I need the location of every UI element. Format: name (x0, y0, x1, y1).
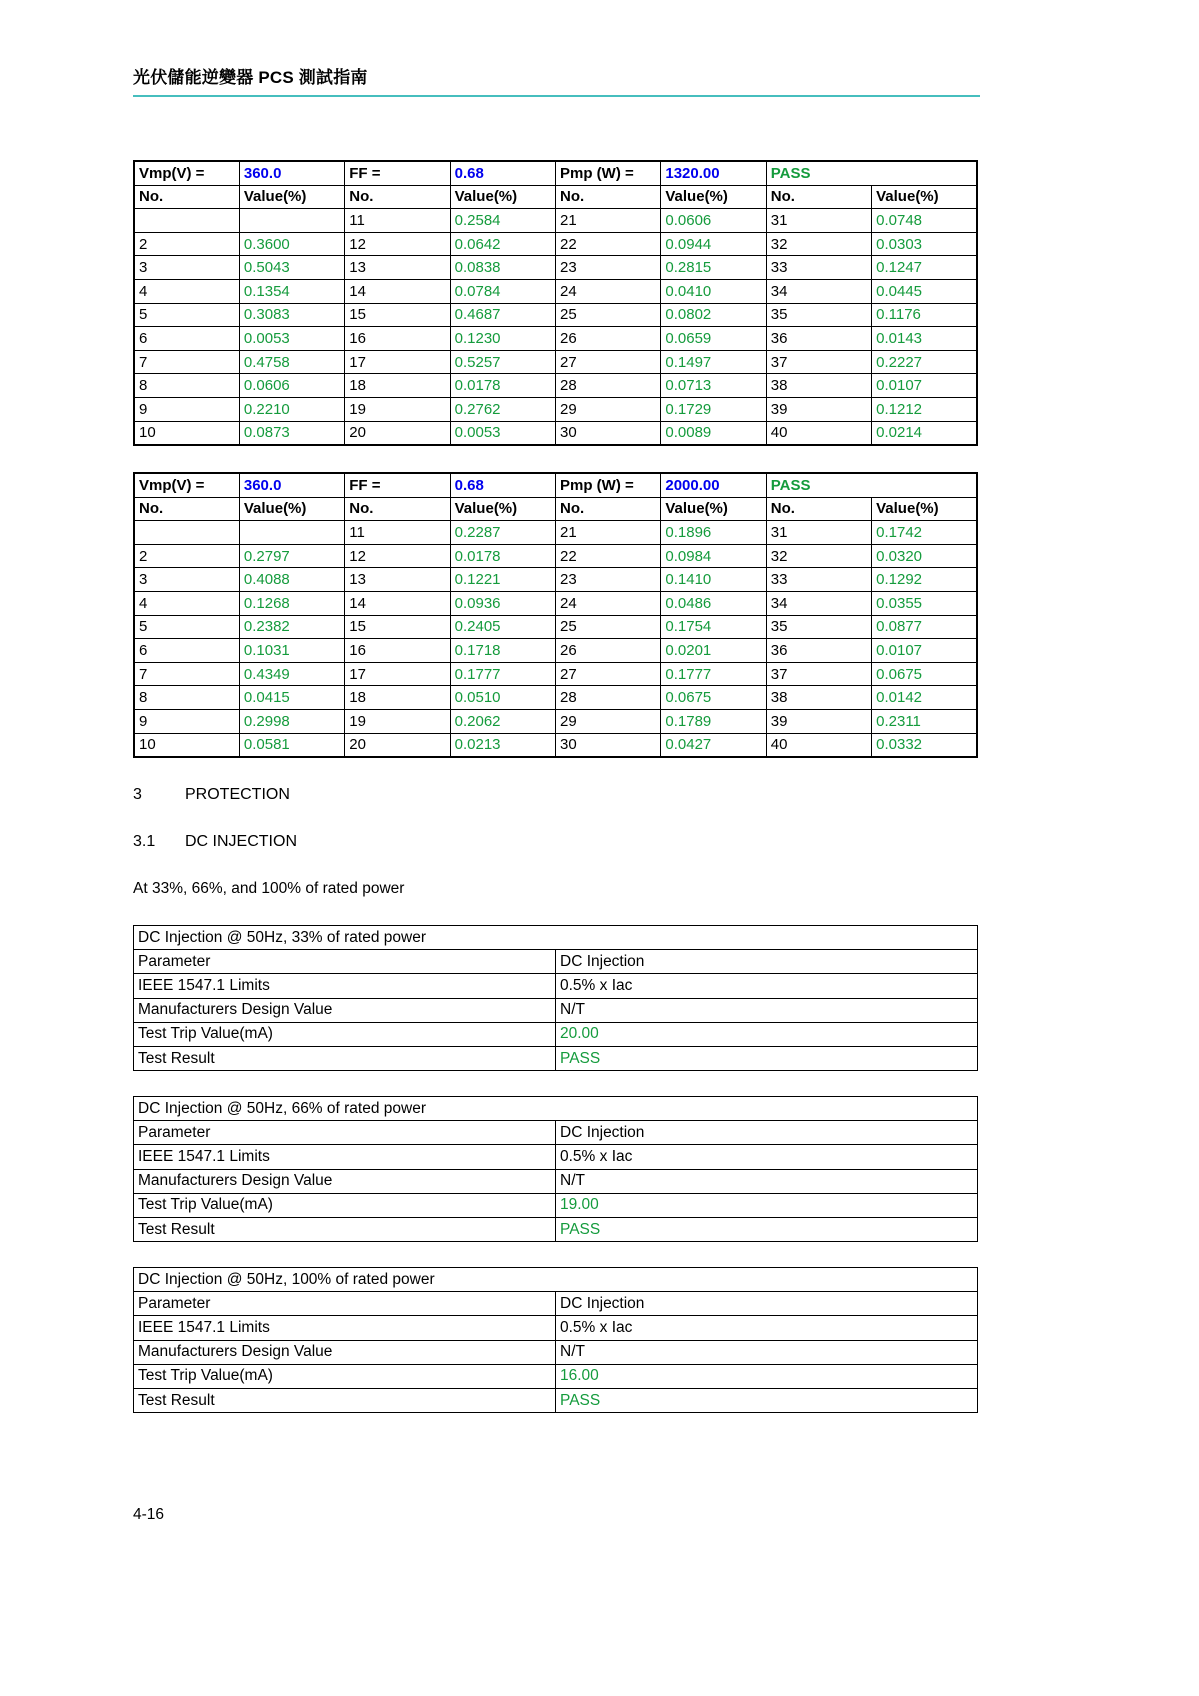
table-row (134, 733, 977, 757)
table-row (134, 1316, 978, 1340)
value-cell: 0.4349 (239, 662, 344, 686)
parameter-value: DC Injection (556, 1121, 978, 1145)
no-cell: 39 (766, 709, 871, 733)
parameter-value: PASS (556, 1046, 978, 1070)
column-header: No. (134, 185, 239, 209)
table-row (134, 662, 977, 686)
dc-title-row (134, 1268, 978, 1292)
no-cell: 13 (345, 568, 450, 592)
column-header: Value(%) (661, 185, 766, 209)
value-cell: 0.1777 (450, 662, 555, 686)
no-cell: 6 (134, 327, 239, 351)
value-cell: 0.0659 (661, 327, 766, 351)
table-row (134, 421, 977, 445)
no-cell: 14 (345, 591, 450, 615)
no-cell: 2 (134, 232, 239, 256)
parameter-label: IEEE 1547.1 Limits (134, 1145, 556, 1169)
value-cell: 0.0944 (661, 232, 766, 256)
value-cell: 0.2210 (239, 397, 344, 421)
table-row (134, 1292, 978, 1316)
table-row (134, 1364, 978, 1388)
value-cell (239, 521, 344, 545)
value-cell: 0.3600 (239, 232, 344, 256)
no-cell: 25 (556, 615, 661, 639)
value-cell: 0.1410 (661, 568, 766, 592)
table-row (134, 279, 977, 303)
column-header: No. (766, 497, 871, 521)
table-row (134, 544, 977, 568)
value-cell: 0.0877 (872, 615, 977, 639)
column-header: No. (134, 497, 239, 521)
no-cell: 38 (766, 374, 871, 398)
value-cell: 0.0984 (661, 544, 766, 568)
no-cell: 11 (345, 209, 450, 233)
column-header-row (134, 497, 977, 521)
value-cell: 0.1718 (450, 639, 555, 663)
value-cell: 0.1896 (661, 521, 766, 545)
parameter-value: N/T (556, 998, 978, 1022)
no-cell: 30 (556, 733, 661, 757)
meta-value: 360.0 (239, 161, 344, 185)
column-header: Value(%) (872, 185, 977, 209)
no-cell: 4 (134, 591, 239, 615)
value-cell: 0.2311 (872, 709, 977, 733)
no-cell: 14 (345, 279, 450, 303)
column-header: Value(%) (661, 497, 766, 521)
value-cell: 0.1789 (661, 709, 766, 733)
value-cell: 0.1354 (239, 279, 344, 303)
value-cell: 0.0178 (450, 544, 555, 568)
parameter-label: Parameter (134, 1121, 556, 1145)
no-cell: 29 (556, 397, 661, 421)
no-cell: 7 (134, 662, 239, 686)
no-cell: 12 (345, 232, 450, 256)
subsection-title-dc-injection: DC INJECTION (185, 833, 297, 850)
value-cell: 0.0053 (239, 327, 344, 351)
value-cell (239, 209, 344, 233)
column-header: No. (556, 497, 661, 521)
value-cell: 0.0107 (872, 374, 977, 398)
no-cell: 38 (766, 686, 871, 710)
page-number: 4-16 (133, 1506, 165, 1523)
table-row (134, 615, 977, 639)
parameter-label: Manufacturers Design Value (134, 1169, 556, 1193)
dc-injection-table-33pct (133, 925, 978, 1071)
meta-label: Vmp(V) = (134, 161, 239, 185)
parameter-value: DC Injection (556, 1292, 978, 1316)
no-cell: 36 (766, 327, 871, 351)
no-cell: 34 (766, 591, 871, 615)
no-cell: 16 (345, 327, 450, 351)
value-cell: 0.2227 (872, 350, 977, 374)
value-cell: 0.2998 (239, 709, 344, 733)
table-row (134, 1145, 978, 1169)
value-cell: 0.1292 (872, 568, 977, 592)
value-cell: 0.0178 (450, 374, 555, 398)
value-cell: 0.2405 (450, 615, 555, 639)
parameter-value: 20.00 (556, 1022, 978, 1046)
header-rule (133, 95, 980, 97)
table-row (134, 1169, 978, 1193)
dc-injection-table-66pct (133, 1096, 978, 1242)
value-cell: 0.0581 (239, 733, 344, 757)
dc-title-row (134, 1097, 978, 1121)
no-cell: 25 (556, 303, 661, 327)
result-badge: PASS (766, 473, 977, 497)
page-header-title: 光伏儲能逆變器 PCS 測試指南 (133, 68, 368, 87)
parameter-value: 0.5% x Iac (556, 974, 978, 998)
value-cell: 0.1212 (872, 397, 977, 421)
column-header: No. (345, 497, 450, 521)
parameter-label: Test Result (134, 1388, 556, 1412)
no-cell: 31 (766, 209, 871, 233)
no-cell: 24 (556, 279, 661, 303)
no-cell: 39 (766, 397, 871, 421)
no-cell: 28 (556, 686, 661, 710)
parameter-value: N/T (556, 1340, 978, 1364)
dc-table-title: DC Injection @ 50Hz, 66% of rated power (134, 1097, 978, 1121)
no-cell: 34 (766, 279, 871, 303)
value-cell: 0.0303 (872, 232, 977, 256)
no-cell: 10 (134, 421, 239, 445)
value-cell: 0.1221 (450, 568, 555, 592)
value-cell: 0.1268 (239, 591, 344, 615)
no-cell: 20 (345, 421, 450, 445)
value-cell: 0.0214 (872, 421, 977, 445)
no-cell: 22 (556, 232, 661, 256)
no-cell: 30 (556, 421, 661, 445)
no-cell: 6 (134, 639, 239, 663)
value-cell: 0.0427 (661, 733, 766, 757)
no-cell: 2 (134, 544, 239, 568)
no-cell: 7 (134, 350, 239, 374)
section-title-protection: PROTECTION (185, 786, 290, 803)
no-cell: 33 (766, 256, 871, 280)
parameter-label: Parameter (134, 950, 556, 974)
no-cell: 3 (134, 256, 239, 280)
value-cell: 0.1777 (661, 662, 766, 686)
no-cell (134, 521, 239, 545)
value-cell: 0.1729 (661, 397, 766, 421)
parameter-label: Test Trip Value(mA) (134, 1022, 556, 1046)
value-cell: 0.1230 (450, 327, 555, 351)
meta-value: 0.68 (450, 473, 555, 497)
meta-row (134, 473, 977, 497)
no-cell: 9 (134, 709, 239, 733)
value-cell: 0.0213 (450, 733, 555, 757)
no-cell: 8 (134, 374, 239, 398)
no-cell: 27 (556, 350, 661, 374)
no-cell: 5 (134, 615, 239, 639)
value-cell: 0.0410 (661, 279, 766, 303)
value-cell: 0.0784 (450, 279, 555, 303)
value-cell: 0.2062 (450, 709, 555, 733)
value-cell: 0.0320 (872, 544, 977, 568)
no-cell: 15 (345, 303, 450, 327)
column-header: No. (345, 185, 450, 209)
meta-value: 1320.00 (661, 161, 766, 185)
value-cell: 0.2797 (239, 544, 344, 568)
value-cell: 0.0355 (872, 591, 977, 615)
no-cell: 37 (766, 662, 871, 686)
parameter-label: Test Trip Value(mA) (134, 1193, 556, 1217)
parameter-value: 16.00 (556, 1364, 978, 1388)
no-cell: 36 (766, 639, 871, 663)
no-cell: 26 (556, 639, 661, 663)
value-cell: 0.1742 (872, 521, 977, 545)
parameter-label: Manufacturers Design Value (134, 998, 556, 1022)
table-row (134, 521, 977, 545)
value-cell: 0.1497 (661, 350, 766, 374)
no-cell: 23 (556, 256, 661, 280)
value-cell: 0.0838 (450, 256, 555, 280)
value-cell: 0.5257 (450, 350, 555, 374)
table-row (134, 374, 977, 398)
no-cell: 11 (345, 521, 450, 545)
intro-paragraph: At 33%, 66%, and 100% of rated power (133, 880, 405, 897)
no-cell: 16 (345, 639, 450, 663)
no-cell: 21 (556, 521, 661, 545)
value-cell: 0.0107 (872, 639, 977, 663)
column-header: Value(%) (872, 497, 977, 521)
no-cell: 31 (766, 521, 871, 545)
no-cell: 26 (556, 327, 661, 351)
value-cell: 0.0642 (450, 232, 555, 256)
meta-label: FF = (345, 161, 450, 185)
no-cell: 29 (556, 709, 661, 733)
parameter-value: DC Injection (556, 950, 978, 974)
parameter-label: Parameter (134, 1292, 556, 1316)
table-row (134, 974, 978, 998)
section-number: 3 (133, 786, 142, 803)
parameter-value: PASS (556, 1217, 978, 1241)
parameter-label: IEEE 1547.1 Limits (134, 974, 556, 998)
value-cell: 0.0143 (872, 327, 977, 351)
column-header: Value(%) (450, 497, 555, 521)
value-cell: 0.1247 (872, 256, 977, 280)
value-cell: 0.3083 (239, 303, 344, 327)
meta-label: Vmp(V) = (134, 473, 239, 497)
meta-label: Pmp (W) = (556, 161, 661, 185)
parameter-label: Test Result (134, 1217, 556, 1241)
column-header: Value(%) (450, 185, 555, 209)
table-row (134, 256, 977, 280)
value-cell: 0.0713 (661, 374, 766, 398)
value-cell: 0.0675 (661, 686, 766, 710)
parameter-label: IEEE 1547.1 Limits (134, 1316, 556, 1340)
no-cell: 21 (556, 209, 661, 233)
table-row (134, 998, 978, 1022)
no-cell: 12 (345, 544, 450, 568)
value-cell: 0.0486 (661, 591, 766, 615)
table-row (134, 1217, 978, 1241)
table-row (134, 209, 977, 233)
no-cell: 35 (766, 615, 871, 639)
parameter-value: PASS (556, 1388, 978, 1412)
table-row (134, 591, 977, 615)
no-cell: 5 (134, 303, 239, 327)
column-header: Value(%) (239, 497, 344, 521)
column-header-row (134, 185, 977, 209)
subsection-number: 3.1 (133, 833, 156, 850)
value-cell: 0.4758 (239, 350, 344, 374)
no-cell: 22 (556, 544, 661, 568)
measurement-table-2000w (133, 472, 978, 758)
no-cell: 19 (345, 397, 450, 421)
no-cell: 33 (766, 568, 871, 592)
table-row (134, 709, 977, 733)
table-row (134, 1022, 978, 1046)
value-cell: 0.2382 (239, 615, 344, 639)
parameter-value: 0.5% x Iac (556, 1316, 978, 1340)
no-cell: 23 (556, 568, 661, 592)
no-cell (134, 209, 239, 233)
table-row (134, 1046, 978, 1070)
meta-value: 360.0 (239, 473, 344, 497)
dc-table-title: DC Injection @ 50Hz, 100% of rated power (134, 1268, 978, 1292)
value-cell: 0.2815 (661, 256, 766, 280)
meta-value: 0.68 (450, 161, 555, 185)
table-row (134, 1121, 978, 1145)
measurement-table-1320w (133, 160, 978, 446)
table-row (134, 568, 977, 592)
value-cell: 0.0748 (872, 209, 977, 233)
no-cell: 28 (556, 374, 661, 398)
table-row (134, 950, 978, 974)
no-cell: 4 (134, 279, 239, 303)
no-cell: 13 (345, 256, 450, 280)
no-cell: 32 (766, 232, 871, 256)
table-row (134, 1388, 978, 1412)
value-cell: 0.0089 (661, 421, 766, 445)
value-cell: 0.0606 (661, 209, 766, 233)
dc-title-row (134, 926, 978, 950)
table-row (134, 303, 977, 327)
parameter-label: Test Trip Value(mA) (134, 1364, 556, 1388)
value-cell: 0.0936 (450, 591, 555, 615)
no-cell: 24 (556, 591, 661, 615)
no-cell: 10 (134, 733, 239, 757)
no-cell: 40 (766, 421, 871, 445)
table-row (134, 232, 977, 256)
value-cell: 0.1176 (872, 303, 977, 327)
no-cell: 35 (766, 303, 871, 327)
table-row (134, 327, 977, 351)
table-row (134, 1193, 978, 1217)
value-cell: 0.2584 (450, 209, 555, 233)
table-row (134, 350, 977, 374)
no-cell: 19 (345, 709, 450, 733)
value-cell: 0.0415 (239, 686, 344, 710)
no-cell: 27 (556, 662, 661, 686)
no-cell: 17 (345, 350, 450, 374)
parameter-value: 19.00 (556, 1193, 978, 1217)
result-badge: PASS (766, 161, 977, 185)
table-row (134, 397, 977, 421)
table-row (134, 686, 977, 710)
meta-label: FF = (345, 473, 450, 497)
dc-injection-table-100pct (133, 1267, 978, 1413)
value-cell: 0.0142 (872, 686, 977, 710)
table-row (134, 1340, 978, 1364)
value-cell: 0.0510 (450, 686, 555, 710)
no-cell: 37 (766, 350, 871, 374)
value-cell: 0.0053 (450, 421, 555, 445)
no-cell: 18 (345, 374, 450, 398)
no-cell: 18 (345, 686, 450, 710)
parameter-value: N/T (556, 1169, 978, 1193)
meta-value: 2000.00 (661, 473, 766, 497)
value-cell: 0.0332 (872, 733, 977, 757)
table-row (134, 639, 977, 663)
no-cell: 8 (134, 686, 239, 710)
value-cell: 0.0873 (239, 421, 344, 445)
value-cell: 0.2762 (450, 397, 555, 421)
meta-row (134, 161, 977, 185)
value-cell: 0.2287 (450, 521, 555, 545)
value-cell: 0.0606 (239, 374, 344, 398)
no-cell: 3 (134, 568, 239, 592)
no-cell: 9 (134, 397, 239, 421)
no-cell: 40 (766, 733, 871, 757)
value-cell: 0.0445 (872, 279, 977, 303)
parameter-label: Manufacturers Design Value (134, 1340, 556, 1364)
value-cell: 0.4088 (239, 568, 344, 592)
meta-label: Pmp (W) = (556, 473, 661, 497)
parameter-value: 0.5% x Iac (556, 1145, 978, 1169)
no-cell: 32 (766, 544, 871, 568)
value-cell: 0.4687 (450, 303, 555, 327)
value-cell: 0.0802 (661, 303, 766, 327)
column-header: No. (556, 185, 661, 209)
no-cell: 17 (345, 662, 450, 686)
value-cell: 0.1754 (661, 615, 766, 639)
no-cell: 15 (345, 615, 450, 639)
column-header: No. (766, 185, 871, 209)
value-cell: 0.0201 (661, 639, 766, 663)
dc-table-title: DC Injection @ 50Hz, 33% of rated power (134, 926, 978, 950)
value-cell: 0.5043 (239, 256, 344, 280)
value-cell: 0.1031 (239, 639, 344, 663)
column-header: Value(%) (239, 185, 344, 209)
value-cell: 0.0675 (872, 662, 977, 686)
parameter-label: Test Result (134, 1046, 556, 1070)
no-cell: 20 (345, 733, 450, 757)
